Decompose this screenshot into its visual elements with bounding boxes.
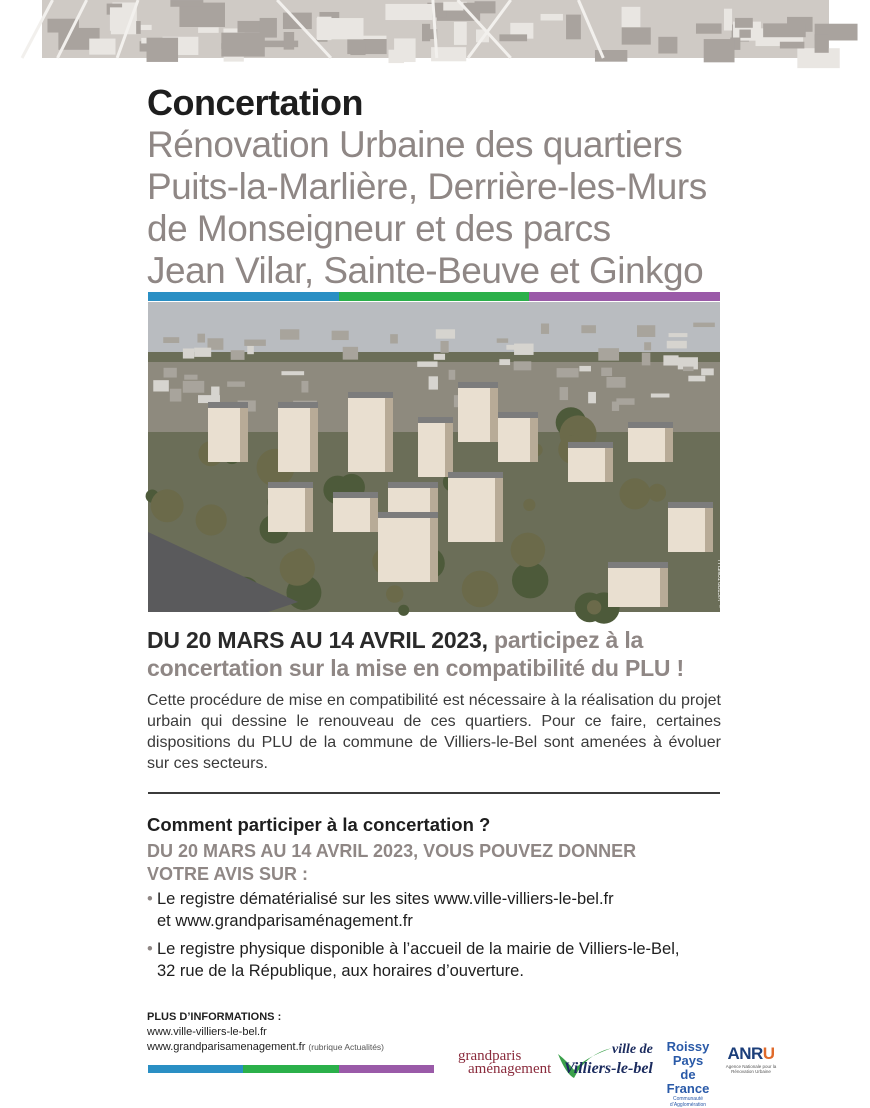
photo-far-building: [429, 376, 438, 389]
list-item: [147, 938, 747, 982]
photo-tower-shade: [665, 428, 673, 462]
more-info-link[interactable]: www.ville-villiers-le-bel.fr: [147, 1026, 267, 1038]
photo-far-building: [163, 337, 179, 343]
dates-headline: [147, 626, 747, 682]
photo-tree: [386, 585, 403, 602]
photo-tree: [523, 499, 535, 511]
photo-tower-roof: [628, 422, 673, 428]
photo-tree: [462, 571, 499, 608]
subtitle-line: Jean Vilar, Sainte-Beuve et Ginkgo: [147, 250, 704, 291]
photo-far-building: [606, 377, 625, 388]
map-block: [284, 32, 295, 50]
logo-text: [722, 1044, 780, 1064]
bullet-icon: •: [147, 890, 153, 908]
aerial-photo: [148, 302, 720, 612]
photo-far-building: [693, 323, 715, 327]
photo-far-building: [637, 325, 655, 337]
photo-far-building: [598, 348, 619, 361]
logo-text: Roissy: [666, 1039, 710, 1054]
photo-tower-shade: [240, 408, 248, 462]
photo-far-building: [390, 334, 398, 343]
how-to-participate-heading: Comment participer à la concertation ?: [147, 814, 491, 835]
map-block: [739, 30, 750, 38]
photo-tower-shade: [445, 423, 453, 477]
logo-text: Pays de: [672, 1053, 704, 1082]
photo-far-building: [514, 361, 532, 370]
participation-list: [147, 888, 747, 988]
header-map-banner: [42, 0, 829, 58]
bullet-icon: •: [147, 940, 153, 958]
photo-tower: [448, 472, 503, 542]
photo-far-building: [663, 355, 678, 365]
photo-far-building: [343, 347, 358, 360]
intro-paragraph: Cette procédure de mise en compatibilité est nécessaire à la réalisation du projet urbain qui dessine le renouveau de ces quartiers. Pour ce faire, certaines dispositions du PLU de la commune de Villiers-le-Bel sont amenées à évoluer sur ces secteurs.: [147, 692, 721, 772]
logo-text: Villiers-le-bel: [564, 1060, 653, 1077]
subtitle-line: Rénovation Urbaine des quartiers: [147, 124, 683, 165]
photo-tower-roof: [418, 417, 453, 423]
list-item-line: 32 rue de la République, aux horaires d’ouverture.: [157, 962, 524, 980]
how-to-participate-dates: DU 20 MARS AU 14 AVRIL 2023, VOUS POUVEZ DONNER VOTRE AVIS SUR :: [147, 841, 637, 884]
bar-segment-green: [339, 292, 530, 301]
photo-far-building: [440, 341, 448, 353]
more-info-note: (rubrique Actualités): [308, 1042, 385, 1052]
tricolor-bar: [148, 292, 720, 301]
photo-tower-roof: [448, 472, 503, 478]
map-block: [704, 39, 735, 62]
map-block: [541, 14, 563, 21]
photo-far-building: [644, 342, 651, 350]
bar-segment-purple: [339, 1065, 434, 1073]
map-block: [566, 15, 581, 40]
map-block: [724, 9, 732, 31]
list-item-line: Le registre physique disponible à l’accueil de la mairie de Villiers-le-Bel,: [157, 940, 680, 958]
photo-tower: [608, 562, 668, 607]
photo-tower: [378, 512, 438, 582]
photo-far-building: [417, 361, 437, 366]
photo-tower-shade: [530, 418, 538, 462]
photo-tower-shade: [605, 448, 613, 482]
photo-far-building: [211, 387, 219, 401]
more-info-block: [147, 1010, 384, 1055]
photo-far-building: [244, 340, 266, 346]
photo-far-building: [667, 341, 687, 349]
photo-far-building: [601, 368, 612, 376]
photo-far-building: [434, 354, 445, 360]
photo-tower-roof: [668, 502, 713, 508]
photo-tree: [587, 600, 601, 614]
headline-call: participez à la concertation sur la mise en compatibilité du PLU !: [147, 627, 684, 681]
photo-tree: [511, 533, 546, 568]
list-item-line: Le registre dématérialisé sur les sites www.ville-villiers-le-bel.fr: [157, 890, 614, 908]
photo-tower-shade: [705, 508, 713, 552]
photo-tower-shade: [385, 398, 393, 472]
tricolor-bar-footer: [148, 1065, 434, 1073]
photo-tower-roof: [388, 482, 438, 488]
grandparis-amenagement-logo: [458, 1050, 553, 1076]
photo-tower-shade: [430, 518, 438, 582]
logo-letters: R: [751, 1044, 763, 1063]
section-divider: [148, 792, 720, 794]
photo-tower-roof: [498, 412, 538, 418]
anru-logo: [722, 1044, 780, 1074]
more-info-label: PLUS D’INFORMATIONS :: [147, 1011, 282, 1023]
photo-far-building: [499, 359, 510, 365]
photo-far-building: [164, 368, 177, 378]
photo-far-building: [227, 381, 245, 386]
photo-far-building: [579, 366, 591, 371]
photo-tree: [619, 478, 650, 509]
map-block: [622, 27, 651, 44]
headline-dates: DU 20 MARS AU 14 AVRIL 2023,: [147, 627, 488, 653]
map-block: [89, 39, 115, 55]
photo-tree: [648, 484, 666, 502]
map-block: [815, 34, 829, 53]
subtitle-line: de Monseigneur et des parcs: [147, 208, 611, 249]
photo-far-building: [197, 334, 205, 343]
logo-letters: U: [762, 1044, 775, 1063]
photo-far-building: [688, 376, 705, 382]
photo-far-building: [560, 387, 568, 400]
photo-tower-roof: [348, 392, 393, 398]
photo-far-building: [541, 324, 549, 334]
photo-tower-shade: [370, 498, 378, 532]
more-info-link[interactable]: www.grandparisamenagement.fr: [147, 1041, 306, 1053]
map-block: [350, 43, 365, 55]
map-block: [198, 27, 219, 32]
photo-far-building: [669, 333, 688, 337]
photo-far-building: [184, 375, 197, 380]
map-road: [578, 0, 603, 58]
photo-far-building: [280, 329, 299, 339]
photo-far-building: [683, 367, 693, 371]
photo-tower-shade: [495, 478, 503, 542]
photo-credit: © VICTOR TONELLI: [718, 560, 724, 609]
roissy-pays-de-france-logo: [664, 1040, 712, 1108]
logo-text: grandparis: [458, 1048, 522, 1064]
photo-far-building: [642, 353, 651, 366]
photo-tower-roof: [378, 512, 438, 518]
photo-far-building: [332, 331, 349, 340]
photo-far-building: [581, 325, 596, 333]
logo-text: Agence Nationale pour la Rénovation Urbaine: [725, 1064, 777, 1074]
photo-far-building: [436, 329, 455, 338]
map-block: [454, 22, 467, 45]
logo-text: Communauté d’Agglomération: [669, 1096, 707, 1108]
logo-text: France: [666, 1081, 710, 1096]
photo-tower-roof: [568, 442, 613, 448]
map-block: [394, 38, 416, 62]
subtitle-line: Puits-la-Marlière, Derrière-les-Murs: [147, 166, 707, 207]
photo-tower-shade: [305, 488, 313, 532]
photo-tower-roof: [608, 562, 668, 568]
list-item: [147, 888, 747, 932]
map-block: [316, 18, 363, 39]
map-block: [147, 38, 179, 62]
bar-segment-blue: [148, 292, 339, 301]
page-subtitle: [147, 124, 787, 292]
photo-far-building: [194, 348, 211, 357]
page-title: Concertation: [147, 82, 364, 123]
villiers-le-bel-logo: [556, 1042, 656, 1082]
photo-far-building: [231, 350, 245, 360]
photo-far-building: [153, 380, 169, 391]
logo-text: ville de: [612, 1042, 653, 1057]
photo-far-building: [557, 368, 579, 377]
map-block: [422, 24, 430, 41]
map-block: [385, 4, 432, 20]
map-block: [499, 34, 527, 41]
photo-tower-roof: [278, 402, 318, 408]
photo-far-building: [170, 389, 182, 402]
photo-far-building: [588, 392, 596, 403]
list-item-line: et www.grandparisaménagement.fr: [157, 912, 413, 930]
photo-far-building: [514, 344, 533, 355]
logo-text: aménagement: [468, 1061, 552, 1077]
bar-segment-green: [243, 1065, 338, 1073]
photo-far-building: [281, 371, 304, 375]
photo-tree: [398, 605, 409, 616]
logo-letters: AN: [727, 1044, 751, 1063]
map-block: [622, 7, 641, 27]
map-block: [658, 37, 677, 54]
map-block: [735, 18, 753, 28]
photo-tower-roof: [268, 482, 313, 488]
map-block: [780, 42, 804, 49]
photo-far-building: [301, 381, 308, 393]
photo-tower-roof: [458, 382, 498, 388]
bar-segment-purple: [529, 292, 720, 301]
map-block: [763, 23, 806, 37]
photo-tree: [196, 504, 227, 535]
photo-far-building: [651, 393, 670, 397]
photo-tower-shade: [310, 408, 318, 472]
map-block: [170, 0, 203, 7]
photo-tree: [151, 489, 184, 522]
bar-segment-blue: [148, 1065, 243, 1073]
photo-far-building: [449, 370, 456, 380]
photo-tower-shade: [660, 568, 668, 607]
photo-tower-roof: [333, 492, 378, 498]
photo-far-building: [183, 348, 194, 358]
photo-far-building: [183, 381, 204, 393]
photo-tower-roof: [208, 402, 248, 408]
photo-far-building: [701, 368, 714, 375]
photo-far-building: [612, 402, 619, 411]
photo-tree: [512, 562, 548, 598]
photo-far-building: [497, 338, 508, 342]
map-block: [696, 23, 722, 33]
photo-tree: [280, 550, 315, 585]
photo-tower-shade: [490, 388, 498, 442]
map-block: [221, 33, 264, 57]
